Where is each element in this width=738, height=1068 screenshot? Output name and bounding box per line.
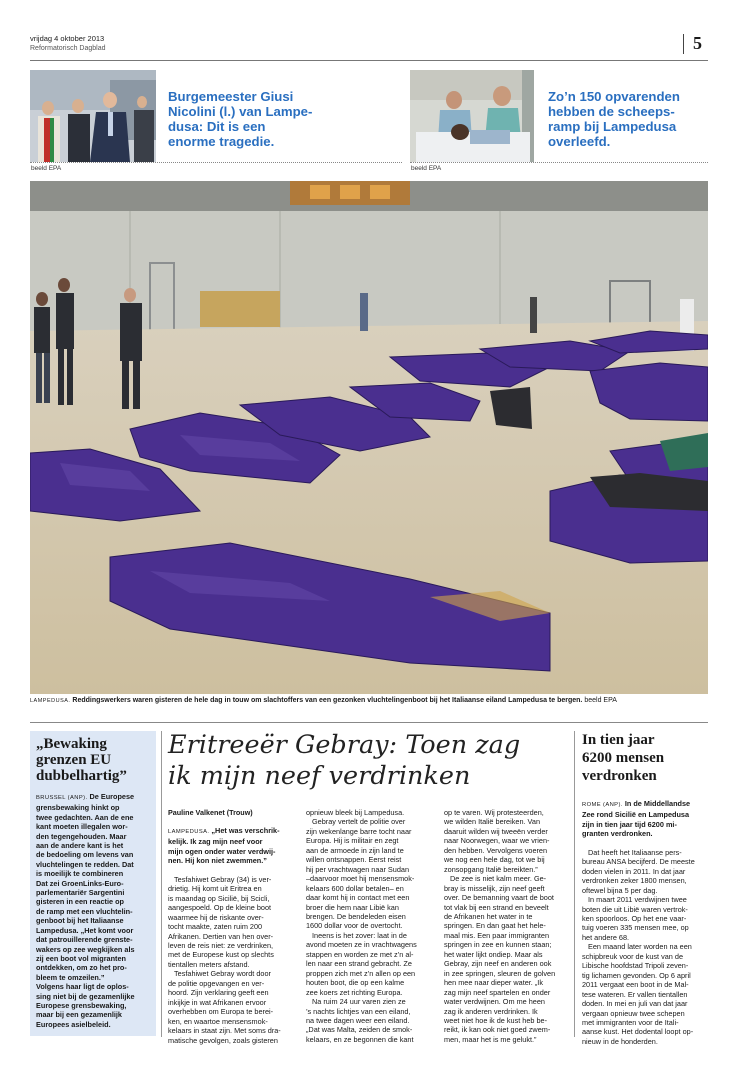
text-line: In de Middellandse [624,799,691,808]
text-line: kelijk. Ik zag mijn neef voor [168,837,263,847]
teaser-line: hebben de scheeps- [548,104,675,119]
text-line: leven de reis niet: ze verdrinken, [168,940,274,950]
text-line: boten die uit Libië waren vertrok- [582,904,688,914]
text-line: we wilden Italië bereiken. Van [444,817,540,827]
article-byline: Pauline Valkenet (Trouw) [168,808,253,817]
text-line: weet niet hoe ik de kust heb be- [444,1015,548,1025]
text-line: gisteren in een reactie op [36,897,124,907]
text-line: 1600 dollar voor de overtocht. [306,921,403,931]
text-line: de politie opgevangen en ver- [168,978,265,988]
main-photo-caption [30,697,708,704]
sidebar-body [36,792,150,1029]
text-line: vergaan opnieuw twee schepen [582,1008,685,1018]
text-line: sing niet bij de gezamenlijke [36,991,135,1001]
text-line: verdronken zeker 1800 mensen, [582,876,687,886]
column-divider [574,731,575,1037]
text-line: hen mee naar dieper water. „Ik [444,978,543,988]
text-line: hoord. Zijn verklaring geeft een [168,988,269,998]
teaser-line: ramp bij Lampedusa [548,119,677,134]
text-line: brengen. De bendeleden eisen [306,911,406,921]
text-line: het andere 68. [582,932,630,942]
photo-credit: beeld EPA [31,165,62,172]
text-line: tuig voeren 335 mensen mee, op [582,923,689,933]
dotted-divider [410,162,708,163]
photo-credit: beeld EPA [411,165,442,172]
text-line: kelaars, en ze begonnen die kant [306,1034,414,1044]
text-line: tig lichamen gevonden. Op 6 april [582,970,691,980]
text-line: stappen en worden ze met z’n al- [306,949,414,959]
text-line: zag mijn neef spartelen en onder [444,987,551,997]
headline-line: dubbelhartig” [36,768,127,784]
teaser-line: Burgemeester Giusi [168,89,294,104]
text-line: Gebray vertelt de politie over [312,817,406,827]
article-column-1 [168,826,296,1045]
text-line: Een maand later worden na een [588,942,692,952]
caption-credit: beeld EPA [584,697,617,704]
text-line: springen in zee en kunnen staan; [444,940,552,950]
newspaper-name: Reformatorisch Dagblad [30,45,106,52]
text-line: Volgens haar ligt de oplos- [36,982,129,992]
text-line: waarmee hij de riskante over- [168,912,264,922]
text-line: op te varen. Wij protesteerden, [444,808,544,817]
caption-place: LAMPEDUSA. [30,698,71,704]
text-line: wakers op zee wegkijken als [36,944,135,954]
text-line: ontdekken, om zo het pro- [36,963,127,973]
text-line: hij per vrachtwagen naar Sudan [306,864,410,874]
text-line: aanse kust. Het dodental loopt op- [582,1027,694,1037]
text-line: we nog een hele dag, tot we bij [444,855,545,865]
text-line: Europa. Hij is militair en zegt [306,836,399,846]
headline-line: „Bewaking [36,736,107,752]
text-line: met de Europese kust op slechts [168,950,274,960]
text-line: bray is misselijk, zijn neef geeft [444,883,545,893]
sidebar-eu-border [30,731,156,1036]
text-line: Europees asielbeleid. [36,1019,111,1029]
text-line: drietig. Hij komt uit Eritrea en [168,884,262,894]
text-line: tocht maakte, zaten ruim 200 [168,922,263,932]
text-line: de bedoeling om levens van [36,850,134,860]
right-article-body [582,799,710,1046]
headline-line: verdronken [582,768,657,784]
teaser-line: Nicolini (l.) van Lampe- [168,104,313,119]
text-line: maal mis. Een paar immigranten [444,930,550,940]
text-line: nieuw in de honderden. [582,1036,658,1046]
headline-line: Eritreeër Gebray: Toen zag [168,730,521,760]
text-line: is maandag op Sicilië, bij Scicli, [168,893,270,903]
text-line: granten verdronken. [582,829,653,839]
text-line: grensbewaking hinkt op [36,803,120,813]
teaser-line: Zo’n 150 opvarenden [548,89,680,104]
text-line: ken, en waartoe mensensmok- [168,1016,268,1026]
teaser-photo-survivor [410,70,534,162]
teaser-line: enorme tragedie. [168,134,275,149]
text-line: zijn wekenlange barre tocht naar [306,826,412,836]
text-line: Europese grensbewaking, [36,1000,127,1010]
text-line: 2011 vergaat een boot in de Mal- [582,980,689,990]
text-line: Dat heeft het Italiaanse pers- [588,847,682,857]
text-line: schipbreuk voor de kust van de [582,951,683,961]
text-line: maar bij een gezamenlijk [36,1010,122,1020]
text-line: ’s nachts lichtjes van een eiland, [306,1006,411,1016]
text-line: Zee rond Sicilië en Lampedusa [582,810,690,820]
text-line: Tesfahiwet Gebray (34) is ver- [174,874,272,884]
page-number-divider [683,34,684,54]
text-line: bureau ANSA becijferd. De meeste [582,857,695,867]
headline-line: 6200 mensen [582,750,665,766]
teaser-line: overleefd. [548,134,611,149]
text-line: len naar een strand gebracht. Ze [306,959,412,969]
section-rule [30,722,708,723]
text-line: reikt, ik kan ook niet goed zwem- [444,1025,551,1035]
text-line: doden. In mei en juli van dat jaar [582,999,688,1009]
headline-line: In tien jaar [582,732,655,748]
text-line: houten boot, die op een kalme [306,978,405,988]
text-line: Afrikanen. Dertien van hen over- [168,931,274,941]
text-line: den hebben. Vervolgens voeren [444,845,548,855]
dotted-divider [30,162,402,163]
article-column-3 [444,808,574,1044]
text-line: water verdwijnen. Om me heen [444,997,545,1007]
text-line: mijn ogen onder water verdwij- [168,846,276,856]
text-line: in zee springen, sleuren de golven [444,968,556,978]
text-line: zij een boot vol migranten [36,953,127,963]
text-line: aangespoeld. Op de kleine boot [168,903,272,913]
text-line: aan de andere kant is het [36,841,124,851]
text-line: de ramp met een vluchtelin- [36,906,133,916]
text-line: Lampedusa. „Het komt voor [36,925,134,935]
text-line: tientallen meters afstand. [168,959,250,969]
article-place: LAMPEDUSA. [168,829,210,835]
text-line: „Het was verschrik- [211,826,280,835]
text-line: genboot bij het Italiaanse [36,916,124,926]
text-line: zag ik anderen verdrinken. Ik [444,1006,538,1016]
masthead [30,34,708,58]
teaser-photo-mayor [30,70,156,162]
text-line: twee gedachten. Aan de ene [36,812,134,822]
text-line: over. De bemanning vaart de boot [444,893,554,903]
text-line: naar Noorwegen, waar we vrien- [444,836,550,846]
text-line: kelaars 600 dollar betalen– en [306,883,404,893]
text-line: daaruit wilden wij tweeën verder [444,826,548,836]
right-place: ROME (ANP). [582,802,623,808]
text-line: na twee dagen weer een eiland. [306,1015,410,1025]
article-headline[interactable] [168,730,568,792]
text-line: zijn in tien jaar tijd 6200 mi- [582,819,677,829]
teaser-headline-mayor[interactable] [168,89,338,149]
text-line: matische gevolgen, zoals gisteren [168,1035,278,1045]
text-line: De Europese [89,792,135,801]
text-line: willen ontsnappen. Eerst reist [306,855,402,865]
text-line: ken spoorloos. Op het ene vaar- [582,913,687,923]
text-line: Tesfahiwet Gebray wordt door [174,969,271,979]
text-line: De zee is niet kalm meer. Ge- [450,874,547,884]
text-line: springen. En dan gaat het hele- [444,921,546,931]
text-line: aan de armoede in zijn land te [306,845,404,855]
text-line: inkijkje in wat Afrikanen ervoor [168,997,267,1007]
page-number: 5 [693,33,702,53]
text-line: tot vlak bij een strand en beveelt [444,902,549,912]
text-line: daar komt hij in contact met een [306,893,410,903]
text-line: men, maar het is me gelukt.” [444,1034,537,1044]
text-line: zee koers zet richting Europa. [306,987,403,997]
text-line: het water lijkt ondiep. Maar als [444,949,543,959]
text-line: parlementariër Sargentini [36,888,125,898]
header-rule [30,60,708,61]
headline-line: grenzen EU [36,752,112,768]
teaser-line: dusa: Dit is een [168,119,266,134]
text-line: Na ruim 24 uur varen zien ze [312,997,406,1007]
caption-text: Reddingswerkers waren gisteren de hele dag in touw om slachtoffers van een gezonken vluchtelingenboot bij het Italiaanse eiland Lampedusa te bergen. [72,697,583,704]
text-line: oftewel bijna 5 per dag. [582,885,658,895]
text-line: den tegengehouden. Maar [36,831,127,841]
text-line: is moeilijk te combineren [36,869,124,879]
headline-line: ik mijn neef verdrinken [168,761,471,791]
text-line: met immigranten voor de Itali- [582,1017,679,1027]
text-line: opnieuw bleek bij Lampedusa. [306,808,405,817]
column-divider [161,731,162,1037]
text-line: dat patrouillerende grenste- [36,935,133,945]
sidebar-headline[interactable] [36,736,150,784]
text-line: nen. Hij kon niet zwemmen.” [168,856,267,866]
text-line: Dat zei GroenLinks-Euro- [36,878,124,888]
text-line: vluchtelingen te redden. Dat [36,859,134,869]
text-line: In maart 2011 verdwijnen twee [588,895,687,905]
teaser-headline-survivors[interactable] [548,89,712,149]
text-line: doden vielen in 2011. In dat jaar [582,866,686,876]
article-column-2 [306,808,436,1044]
text-line: avond moeten ze in vrachtwagens [306,940,417,950]
text-line: Libische hoofdstad Tripoli zeven- [582,961,689,971]
right-article-headline[interactable] [582,731,710,785]
text-line: bleem te omzeilen.” [36,972,105,982]
text-line: broer die hem naar Libië kan [306,902,399,912]
text-line: Gebray, zijn neef en anderen ook [444,959,552,969]
text-line: kelaars in staat zijn. Met soms dra- [168,1026,281,1036]
text-line: –daarvoor moet hij mensensmok- [306,874,415,884]
text-line: overhebben om Europa te berei- [168,1007,274,1017]
text-line: „Dat was Malta, zeiden de smok- [306,1025,413,1035]
issue-date: vrijdag 4 oktober 2013 [30,34,105,43]
text-line: kant moeten illegalen wor- [36,822,128,832]
text-line: de Afrikanen het water in te [444,911,533,921]
text-line: tese wateren. Er vallen tientallen [582,989,688,999]
main-photo-hangar [30,181,708,694]
sidebar-place: BRUSSEL (ANP). [36,795,88,801]
text-line: proppen zich met z’n allen op een [306,968,416,978]
text-line: Ineens is het zover: laat in de [312,930,407,940]
text-line: zonsopgang Italië bereikten.” [444,864,538,874]
